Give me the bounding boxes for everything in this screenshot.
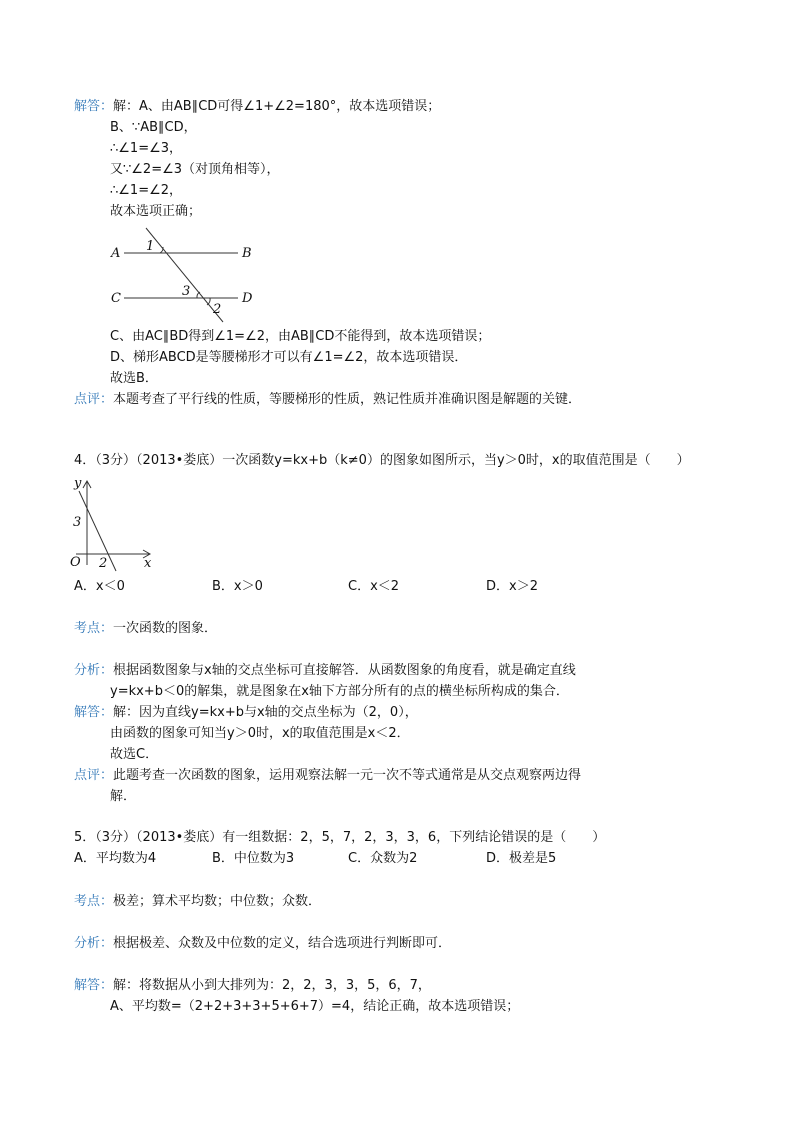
answer-label: 解答： [74, 705, 114, 720]
q3-answer-line-1: 解答：解：A、由AB∥CD可得∠1+∠2=180°，故本选项错误； [74, 99, 441, 114]
q4-stem: 4．（3分）（2013•娄底）一次函数y=kx+b（k≠0）的图象如图所示，当y＞0时，x的取值范围是（ ） [74, 453, 690, 468]
comment-label: 点评： [74, 392, 114, 407]
q3-answer-line-6: 故本选项正确； [110, 204, 202, 219]
q4-comment-line-1: 点评：此题考查一次函数的图象，运用观察法解一元一次不等式通常是从交点观察两边得 [74, 768, 582, 783]
point-label: 考点： [74, 621, 114, 636]
q5-point: 考点：极差；算术平均数；中位数；众数． [74, 894, 322, 909]
answer-label: 解答： [74, 99, 114, 114]
y-intercept-label: 3 [73, 515, 82, 530]
q3-answer-line-5: ∴∠1=∠2， [110, 183, 183, 198]
q5-option-d: D．极差是5 [486, 851, 557, 866]
x-intercept-label: 2 [99, 556, 108, 571]
q5-option-b: B．中位数为3 [212, 851, 295, 866]
parallel-lines-figure [106, 225, 266, 325]
label-c: C [111, 291, 121, 306]
q4-option-c: C．x＜2 [348, 579, 400, 594]
answer-label: 解答： [74, 978, 114, 993]
origin-label: O [70, 555, 81, 570]
q4-option-a: A．x＜0 [74, 579, 125, 594]
label-angle-1: 1 [146, 239, 155, 254]
point-label: 考点： [74, 894, 114, 909]
q3-answer-line-2: B、∵AB∥CD， [110, 120, 197, 135]
q3-answer-line-7: C、由AC∥BD得到∠1=∠2，由AB∥CD不能得到，故本选项错误； [110, 329, 491, 344]
label-d: D [242, 291, 253, 306]
q4-point: 考点：一次函数的图象． [74, 621, 218, 636]
q3-answer-line-9: 故选B． [110, 371, 158, 386]
function-line [79, 491, 116, 571]
q5-stem: 5．（3分）（2013•娄底）有一组数据：2，5，7，2，3，3，6，下列结论错误的是（ ） [74, 830, 606, 845]
y-axis-label: y [74, 476, 82, 491]
q4-analysis-line-1: 分析：根据函数图象与x轴的交点坐标可直接解答．从函数图象的角度看，就是确定直线 [74, 663, 576, 678]
q3-answer-line-3: ∴∠1=∠3， [110, 141, 183, 156]
x-axis-label: x [144, 556, 152, 571]
label-a: A [111, 246, 121, 261]
q3-comment: 点评：本题考查了平行线的性质，等腰梯形的性质，熟记性质并准确识图是解题的关键． [74, 392, 582, 407]
q4-option-d: D．x＞2 [486, 579, 538, 594]
q5-analysis: 分析：根据极差、众数及中位数的定义，结合选项进行判断即可． [74, 936, 452, 951]
angle-1-arc [160, 247, 163, 253]
q3-answer-line-8: D、梯形ABCD是等腰梯形才可以有∠1=∠2，故本选项错误． [110, 350, 468, 365]
linear-function-graph [70, 475, 160, 575]
angle-2-arc [207, 298, 210, 305]
analysis-label: 分析： [74, 663, 114, 678]
q3-answer-line-4: 又∵∠2=∠3（对顶角相等）， [110, 162, 280, 177]
comment-label: 点评： [74, 768, 114, 783]
label-b: B [242, 246, 252, 261]
q5-option-a: A．平均数为4 [74, 851, 157, 866]
q4-answer-line-2: 由函数的图象可知当y＞0时，x的取值范围是x＜2． [110, 726, 410, 741]
label-angle-3: 3 [182, 284, 191, 299]
transversal [146, 228, 223, 322]
analysis-label: 分析： [74, 936, 114, 951]
q5-answer-line-1: 解答：解：将数据从小到大排列为：2，2，3，3，5，6，7， [74, 978, 431, 993]
q4-option-b: B．x＞0 [212, 579, 263, 594]
q4-answer-line-3: 故选C． [110, 747, 159, 762]
q5-answer-line-2: A、平均数=（2+2+3+3+5+6+7）=4，结论正确，故本选项错误； [110, 999, 520, 1014]
q4-comment-line-2: 解． [110, 789, 137, 804]
label-angle-2: 2 [213, 302, 222, 317]
q4-analysis-line-2: y=kx+b＜0的解集，就是图象在x轴下方部分所有的点的横坐标所构成的集合． [110, 684, 569, 699]
q5-option-c: C．众数为2 [348, 851, 418, 866]
q4-answer-line-1: 解答：解：因为直线y=kx+b与x轴的交点坐标为（2，0）， [74, 705, 418, 720]
